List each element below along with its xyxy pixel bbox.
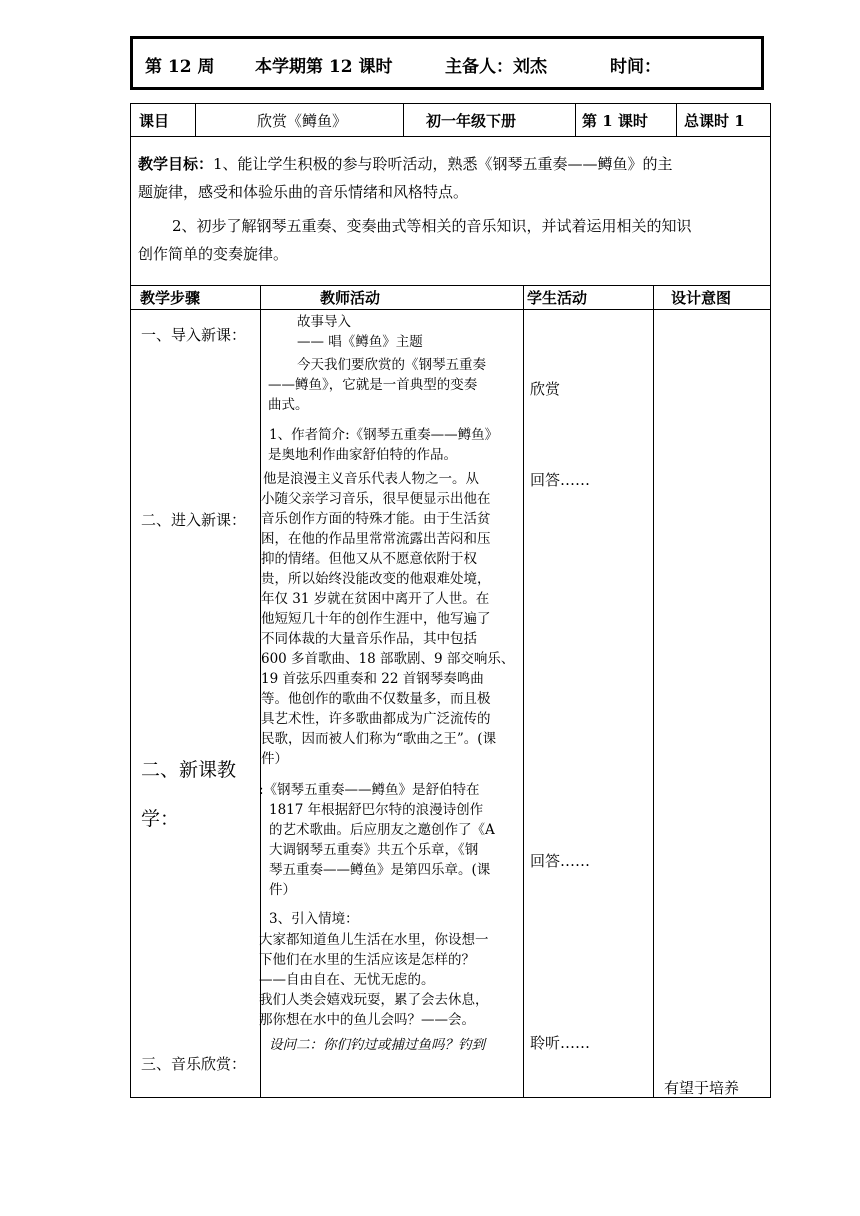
teacher-activity-line: 600 多首歌曲、18 部歌剧、9 部交响乐、 <box>261 651 515 667</box>
teacher-activity-line: 民歌，因而被人们称为“歌曲之王”。(课 <box>261 731 497 747</box>
header-box <box>130 36 764 90</box>
lesson-plan-table <box>130 137 771 1098</box>
teacher-activity-line: 困，在他的作品里常常流露出苦闷和压 <box>261 531 491 547</box>
teacher-activity-line: ——鳟鱼》，它就是一首典型的变奏 <box>268 377 478 393</box>
teacher-activity-line: 曲式。 <box>268 397 309 413</box>
objective-line: 创作简单的变奏旋律。 <box>138 245 289 263</box>
subject-label: 课目 <box>139 112 170 130</box>
course-info-row <box>130 103 771 137</box>
teacher-activity-line: 等。他创作的歌曲不仅数量多，而且极 <box>261 691 491 707</box>
teacher-activity-line: 19 首弦乐四重奏和 22 首钢琴奏鸣曲 <box>261 671 484 687</box>
subject-title: 欣赏《鳟鱼》 <box>257 112 348 130</box>
lesson-label: 本学期第 12 课时 <box>255 57 393 77</box>
student-activity: 聆听…… <box>530 1034 591 1052</box>
grade-label: 初一年级下册 <box>426 112 517 130</box>
student-activity: 回答…… <box>530 852 591 870</box>
step-enter: 二、进入新课： <box>141 511 247 529</box>
teacher-activity-line: 大调钢琴五重奏》共五个乐章，《钢 <box>269 842 479 858</box>
teacher-activity-line: :《钢琴五重奏——鳟鱼》是舒伯特在 <box>259 782 480 798</box>
teacher-activity-line: 琴五重奏——鳟鱼》是第四乐章。(课 <box>269 862 491 878</box>
teacher-activity-line: 3、引入情境： <box>269 911 359 927</box>
teaching-objectives <box>138 150 763 268</box>
teacher-activity-line: 的艺术歌曲。后应朋友之邀创作了《A <box>269 822 495 838</box>
teacher-activity-line: 音乐创作方面的特殊才能。由于生活贫 <box>261 511 491 527</box>
teacher-activity-line: —— 唱《鳟鱼》主题 <box>297 334 423 350</box>
teacher-activity-line: 大家都知道鱼儿生活在水里，你设想一 <box>259 932 489 948</box>
teacher-activity-line: 下他们在水里的生活应该是怎样的？ <box>259 952 475 968</box>
student-activity: 回答…… <box>530 471 591 489</box>
objective-line: 题旋律，感受和体验乐曲的音乐情绪和风格特点。 <box>138 183 469 201</box>
step-intro: 一、导入新课： <box>141 326 247 344</box>
student-activity: 欣赏 <box>530 380 561 398</box>
teacher-activity-line: 件） <box>269 882 296 898</box>
step-new-lesson-cont: 学： <box>141 808 180 830</box>
lesson-number: 第 1 课时 <box>582 112 648 130</box>
col-header-teacher: 教师活动 <box>320 289 381 307</box>
teacher-activity-line: 我们人类会嬉戏玩耍，累了会去休息， <box>259 992 489 1008</box>
step-appreciation: 三、音乐欣赏： <box>141 1055 247 1073</box>
teacher-activity-line: 件） <box>261 751 288 767</box>
teacher-activity-line: 他是浪漫主义音乐代表人物之一。从 <box>263 471 479 487</box>
teacher-activity-line: 1、作者简介:《钢琴五重奏——鳟鱼》 <box>269 427 499 443</box>
week-label: 第 12 周 <box>145 57 215 77</box>
objective-line: 1、能让学生积极的参与聆听活动，熟悉《钢琴五重奏——鳟鱼》的主 <box>213 155 673 173</box>
teacher-activity-line: 1817 年根据舒巴尔特的浪漫诗创作 <box>269 802 484 818</box>
teacher-activity-line: 小随父亲学习音乐，很早便显示出他在 <box>261 491 491 507</box>
col-header-steps: 教学步骤 <box>140 289 201 307</box>
total-lessons: 总课时 1 <box>684 112 745 130</box>
teacher-activity-line: 不同体裁的大量音乐作品，其中包括 <box>261 631 477 647</box>
teacher-activity-line: 具艺术性，许多歌曲都成为广泛流传的 <box>261 711 491 727</box>
teacher-activity-line: 是奥地利作曲家舒伯特的作品。 <box>268 447 457 463</box>
teacher-activity-line: 他短短几十年的创作生涯中，他写遍了 <box>261 611 491 627</box>
col-header-intent: 设计意图 <box>671 289 732 307</box>
preparer-label: 主备人：刘杰 <box>445 57 547 77</box>
teacher-activity-line: 贵，所以始终没能改变的他艰难处境， <box>261 571 491 587</box>
teacher-activity-line: ——自由自在、无忧无虑的。 <box>259 972 435 988</box>
col-header-student: 学生活动 <box>527 289 588 307</box>
teacher-activity-line: 故事导入 <box>297 314 351 330</box>
teacher-activity-line: 那你想在水中的鱼儿会吗？——会。 <box>259 1012 475 1028</box>
time-label: 时间： <box>610 57 661 77</box>
teacher-activity-line: 设问二：你们钓过或捕过鱼吗？钓到 <box>269 1037 485 1053</box>
step-new-lesson: 二、新课教 <box>141 759 237 781</box>
design-intent: 有望于培养 <box>664 1079 740 1097</box>
teacher-activity-line: 今天我们要欣赏的《钢琴五重奏 <box>297 357 486 373</box>
objectives-label: 教学目标： <box>138 155 214 173</box>
objective-line: 2、初步了解钢琴五重奏、变奏曲式等相关的音乐知识，并试着运用相关的知识 <box>172 217 692 235</box>
teacher-activity-line: 年仅 31 岁就在贫困中离开了人世。在 <box>261 591 490 607</box>
teacher-activity-line: 抑的情绪。但他又从不愿意依附于权 <box>261 551 477 567</box>
